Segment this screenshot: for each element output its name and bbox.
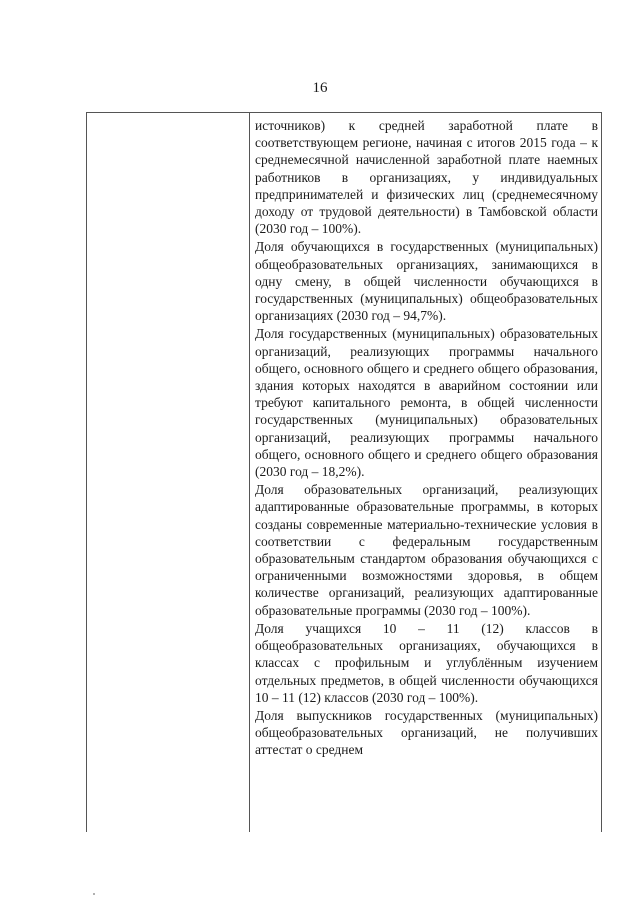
- scan-artifact: [93, 893, 95, 895]
- indicator-paragraph: Доля образовательных организаций, реализующих адаптированные образовательные программы, в которых созданы современные материально-технические условия в соответствии с федеральным государственным образовательным стандартом образования обучающихся с ограниченными возможностями здоровья, в общем количестве организаций, реализующих адаптированные образовательные программы (2030 год – 100%).: [255, 482, 598, 618]
- indicator-paragraph: Доля выпускников государственных (муниципальных) общеобразовательных организаций, не получивших аттестат о среднем: [255, 707, 598, 758]
- column-divider: [249, 113, 250, 832]
- page-number: 16: [312, 80, 328, 96]
- indicator-table: [86, 112, 602, 832]
- indicator-paragraph: Доля учащихся 10 – 11 (12) классов в общеобразовательных организациях, обучающихся в классах с профильным и углублённым изучением отдельных предметов, в общей численности обучающихся 10 – 11 (12) классов (2030 год – 100%).: [255, 620, 598, 705]
- indicator-paragraph: источников) к средней заработной плате в соответствующем регионе, начиная с итогов 2015 года – к среднемесячной начисленной заработной плате наемных работников в организациях, у индивидуальных предпринимателей и физических лиц (среднемесячному доходу от трудовой деятельности) в Тамбовской области (2030 год – 100%).: [255, 118, 598, 237]
- table-right-cell: [255, 117, 598, 759]
- indicator-paragraph: Доля государственных (муниципальных) образовательных организаций, реализующих программы начального общего, основного общего и среднего общего образования, здания которых находятся в аварийном состоянии или требуют капитального ремонта, в общей численности государственных (муниципальных) образовательных организаций, реализующих программы начального общего, основного общего и среднего общего образования (2030 год – 18,2%).: [255, 326, 598, 480]
- indicator-paragraph: Доля обучающихся в государственных (муниципальных) общеобразовательных организациях, занимающихся в одну смену, в общей численности обучающихся в государственных (муниципальных) общеобразовательных организациях (2030 год – 94,7%).: [255, 239, 598, 324]
